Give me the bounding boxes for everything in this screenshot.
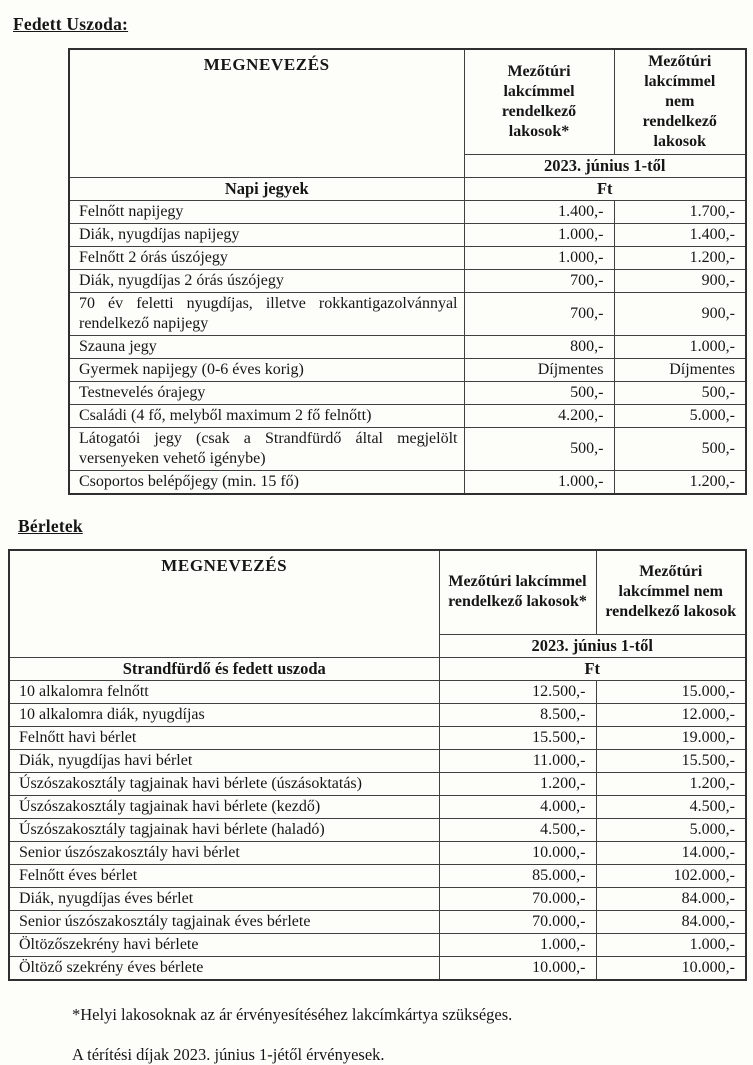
table2-body (9, 680, 746, 980)
table-row (9, 933, 746, 956)
row-label: Öltöző szekrény éves bérlete (9, 956, 439, 980)
section-title-fedett-uszoda: Fedett Uszoda: (13, 14, 129, 34)
table-row (69, 201, 746, 224)
table1-header-nonlocal-residents: Mezőtúri lakcímmel nem rendelkező lakosok (614, 49, 746, 155)
price-nonlocal: Díjmentes (614, 359, 746, 382)
row-label: Senior úszószakosztály havi bérlet (9, 841, 439, 864)
row-label: Szauna jegy (69, 336, 464, 359)
price-local: 8.500,- (439, 703, 596, 726)
table1-header-megnevezes: MEGNEVEZÉS (69, 49, 464, 178)
price-local: 10.000,- (439, 841, 596, 864)
price-local: 700,- (464, 270, 614, 293)
table-row (69, 336, 746, 359)
price-nonlocal: 15.000,- (596, 680, 746, 703)
price-nonlocal: 1.400,- (614, 224, 746, 247)
price-nonlocal: 102.000,- (596, 864, 746, 887)
price-nonlocal: 1.700,- (614, 201, 746, 224)
table2-group-row (9, 657, 746, 680)
row-label: 70 év feletti nyugdíjas, illetve rokkantigazolvánnyal rendelkező napijegy (69, 293, 464, 336)
table-row (9, 749, 746, 772)
price-local: 1.400,- (464, 201, 614, 224)
table-row (9, 864, 746, 887)
table2-group-strand-uszoda: Strandfürdő és fedett uszoda (9, 657, 439, 680)
berletek-price-table (8, 549, 747, 981)
price-local: 1.000,- (464, 224, 614, 247)
price-nonlocal: 84.000,- (596, 910, 746, 933)
price-nonlocal: 19.000,- (596, 726, 746, 749)
table-row (9, 795, 746, 818)
price-local: 1.000,- (464, 247, 614, 270)
row-label: Családi (4 fő, melyből maximum 2 fő felnőtt) (69, 405, 464, 428)
price-local: 500,- (464, 428, 614, 471)
section-title-berletek: Bérletek (18, 516, 83, 536)
table-row (69, 382, 746, 405)
price-local: 12.500,- (439, 680, 596, 703)
price-local: 15.500,- (439, 726, 596, 749)
row-label: Felnőtt napijegy (69, 201, 464, 224)
document-page (0, 14, 753, 1065)
table-row (9, 818, 746, 841)
row-label: Úszószakosztály tagjainak havi bérlete (haladó) (9, 818, 439, 841)
table1-group-row (69, 178, 746, 201)
table-row (69, 471, 746, 495)
table1-valid-from-date: 2023. június 1-től (464, 155, 746, 178)
row-label: Öltözőszekrény havi bérlete (9, 933, 439, 956)
row-label: Diák, nyugdíjas napijegy (69, 224, 464, 247)
table-row (69, 405, 746, 428)
table2-valid-from-date: 2023. június 1-től (439, 634, 746, 657)
table1-header-row (69, 49, 746, 155)
table-row (9, 887, 746, 910)
price-local: 4.200,- (464, 405, 614, 428)
row-label: Diák, nyugdíjas éves bérlet (9, 887, 439, 910)
table-row (69, 359, 746, 382)
price-local: 500,- (464, 382, 614, 405)
row-label: Diák, nyugdíjas havi bérlet (9, 749, 439, 772)
table2-header-nonlocal-residents: Mezőtúri lakcímmel nem rendelkező lakosok (596, 550, 746, 634)
table-row (69, 293, 746, 336)
table1-currency-label: Ft (464, 178, 746, 201)
table2-header-megnevezes: MEGNEVEZÉS (9, 550, 439, 657)
price-nonlocal: 1.000,- (596, 933, 746, 956)
table1-body (69, 201, 746, 495)
price-nonlocal: 500,- (614, 382, 746, 405)
row-label: Felnőtt havi bérlet (9, 726, 439, 749)
price-nonlocal: 15.500,- (596, 749, 746, 772)
row-label: Gyermek napijegy (0-6 éves korig) (69, 359, 464, 382)
price-local: 70.000,- (439, 910, 596, 933)
footnote-address-card: *Helyi lakosoknak az ár érvényesítéséhez lakcímkártya szükséges. (72, 1004, 513, 1024)
price-local: 11.000,- (439, 749, 596, 772)
row-label: Testnevelés órajegy (69, 382, 464, 405)
row-label: Felnőtt 2 órás úszójegy (69, 247, 464, 270)
price-nonlocal: 14.000,- (596, 841, 746, 864)
row-label: Látogatói jegy (csak a Strandfürdő által megjelölt versenyeken vehető igénybe) (69, 428, 464, 471)
table2-currency-label: Ft (439, 657, 746, 680)
price-nonlocal: 10.000,- (596, 956, 746, 980)
row-label: Úszószakosztály tagjainak havi bérlete (úszásoktatás) (9, 772, 439, 795)
table-row (9, 956, 746, 980)
row-label: Diák, nyugdíjas 2 órás úszójegy (69, 270, 464, 293)
price-nonlocal: 1.200,- (596, 772, 746, 795)
table-row (69, 270, 746, 293)
price-local: 1.200,- (439, 772, 596, 795)
table1-group-daily-tickets: Napi jegyek (69, 178, 464, 201)
price-nonlocal: 1.200,- (614, 471, 746, 495)
price-local: 700,- (464, 293, 614, 336)
price-local: 10.000,- (439, 956, 596, 980)
price-nonlocal: 900,- (614, 270, 746, 293)
row-label: Senior úszószakosztály tagjainak éves bérlete (9, 910, 439, 933)
row-label: Csoportos belépőjegy (min. 15 fő) (69, 471, 464, 495)
price-local: 1.000,- (439, 933, 596, 956)
price-nonlocal: 12.000,- (596, 703, 746, 726)
price-local: 85.000,- (439, 864, 596, 887)
price-local: 4.000,- (439, 795, 596, 818)
table2-header-local-residents: Mezőtúri lakcímmel rendelkező lakosok* (439, 550, 596, 634)
validity-note: A térítési díjak 2023. június 1-jétől érvényesek. (72, 1044, 385, 1064)
table-row (69, 247, 746, 270)
price-local: 4.500,- (439, 818, 596, 841)
table-row (9, 726, 746, 749)
price-local: 70.000,- (439, 887, 596, 910)
price-nonlocal: 84.000,- (596, 887, 746, 910)
row-label: Felnőtt éves bérlet (9, 864, 439, 887)
table-row (9, 703, 746, 726)
price-nonlocal: 5.000,- (614, 405, 746, 428)
price-local: 800,- (464, 336, 614, 359)
row-label: 10 alkalomra diák, nyugdíjas (9, 703, 439, 726)
row-label: Úszószakosztály tagjainak havi bérlete (kezdő) (9, 795, 439, 818)
table-row (69, 224, 746, 247)
table1-header-local-residents: Mezőtúri lakcímmel rendelkező lakosok* (464, 49, 614, 155)
fedett-uszoda-price-table (68, 48, 747, 495)
price-local: Díjmentes (464, 359, 614, 382)
price-nonlocal: 500,- (614, 428, 746, 471)
price-nonlocal: 5.000,- (596, 818, 746, 841)
table-row (9, 841, 746, 864)
price-nonlocal: 4.500,- (596, 795, 746, 818)
table-row (9, 680, 746, 703)
price-local: 1.000,- (464, 471, 614, 495)
table-row (69, 428, 746, 471)
row-label: 10 alkalomra felnőtt (9, 680, 439, 703)
table-row (9, 910, 746, 933)
table-row (9, 772, 746, 795)
price-nonlocal: 1.200,- (614, 247, 746, 270)
price-nonlocal: 900,- (614, 293, 746, 336)
price-nonlocal: 1.000,- (614, 336, 746, 359)
table2-header-row (9, 550, 746, 634)
